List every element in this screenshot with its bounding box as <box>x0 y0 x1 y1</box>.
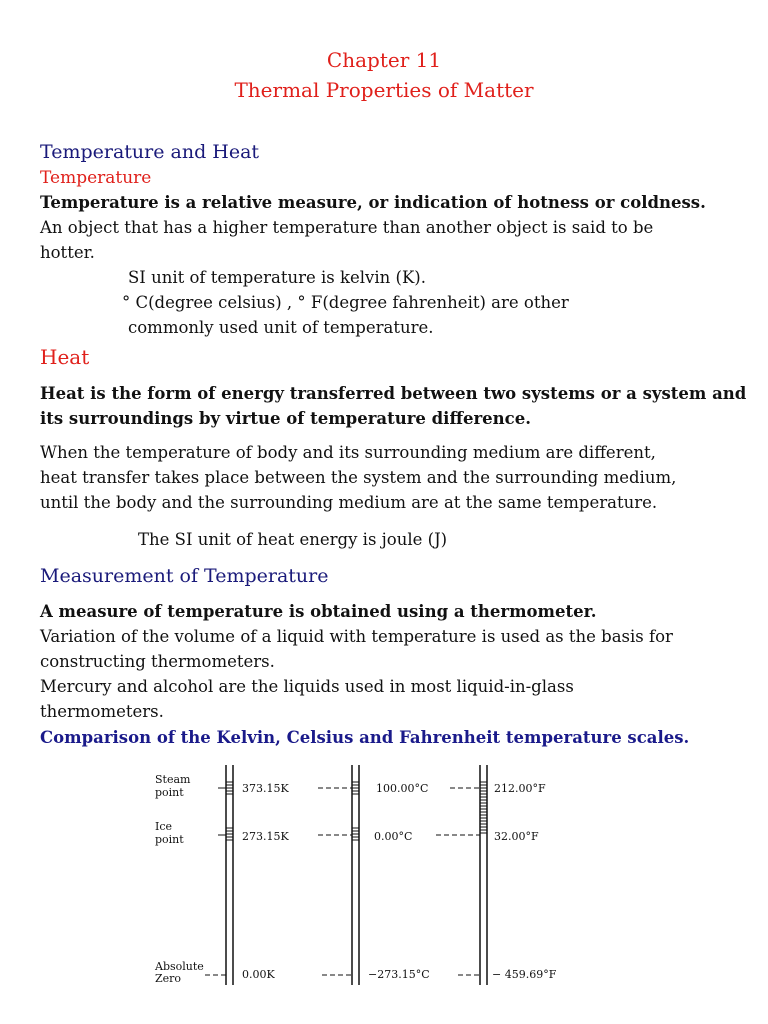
measurement-text-line-2: constructing thermometers. <box>40 652 275 671</box>
steam-point-label-2: point <box>155 786 184 799</box>
heat-text-line-2: heat transfer takes place between the system and the surrounding medium, <box>40 468 677 487</box>
subheading-heat: Heat <box>40 345 90 369</box>
section-heading-measurement: Measurement of Temperature <box>40 565 329 587</box>
temperature-text-line-1: An object that has a higher temperature than another object is said to be <box>40 218 654 237</box>
subheading-temperature: Temperature <box>40 168 152 188</box>
kelvin-absolute-value: 0.00K <box>242 968 275 981</box>
fahrenheit-steam-value: 212.00°F <box>494 782 546 795</box>
celsius-absolute-value: −273.15°C <box>368 968 430 981</box>
temperature-text-line-2: hotter. <box>40 243 95 262</box>
measurement-text-line-3: Mercury and alcohol are the liquids used in most liquid-in-glass <box>40 677 574 696</box>
comparison-caption: Comparison of the Kelvin, Celsius and Fahrenheit temperature scales. <box>40 728 690 747</box>
measurement-text-line-4: thermometers. <box>40 702 164 721</box>
steam-point-label-1: Steam <box>155 773 191 786</box>
fahrenheit-absolute-value: − 459.69°F <box>492 968 557 981</box>
temperature-other-units-line-2: commonly used unit of temperature. <box>128 318 434 337</box>
heat-text-line-3: until the body and the surrounding medium are at the same temperature. <box>40 493 658 512</box>
fahrenheit-thermometer <box>480 765 487 985</box>
chapter-number: Chapter 11 <box>326 48 442 72</box>
measurement-definition: A measure of temperature is obtained using a thermometer. <box>40 602 597 621</box>
heat-definition-line-1: Heat is the form of energy transferred between two systems or a system and <box>40 384 747 403</box>
temperature-scales-diagram <box>0 760 768 1000</box>
celsius-steam-value: 100.00°C <box>376 782 429 795</box>
measurement-text-line-1: Variation of the volume of a liquid with temperature is used as the basis for <box>40 627 673 646</box>
chapter-title: Thermal Properties of Matter <box>234 78 534 102</box>
heat-definition-line-2: its surroundings by virtue of temperature difference. <box>40 409 531 428</box>
absolute-zero-label-2: Zero <box>155 972 182 985</box>
celsius-ice-value: 0.00°C <box>374 830 413 843</box>
ice-point-label-1: Ice <box>155 820 173 833</box>
temperature-si-unit: SI unit of temperature is kelvin (K). <box>128 268 426 287</box>
absolute-zero-label-1: Absolute <box>155 960 204 973</box>
kelvin-steam-value: 373.15K <box>242 782 289 795</box>
temperature-definition: Temperature is a relative measure, or indication of hotness or coldness. <box>40 193 706 212</box>
ice-point-label-2: point <box>155 833 184 846</box>
heat-text-line-1: When the temperature of body and its surrounding medium are different, <box>40 443 656 462</box>
kelvin-ice-value: 273.15K <box>242 830 289 843</box>
temperature-other-units-line-1: ° C(degree celsius) , ° F(degree fahrenheit) are other <box>122 293 569 312</box>
heat-si-unit: The SI unit of heat energy is joule (J) <box>138 530 448 549</box>
kelvin-thermometer <box>205 765 233 985</box>
celsius-thermometer <box>352 765 359 985</box>
section-heading-temperature-and-heat: Temperature and Heat <box>40 141 260 163</box>
fahrenheit-ice-value: 32.00°F <box>494 830 539 843</box>
